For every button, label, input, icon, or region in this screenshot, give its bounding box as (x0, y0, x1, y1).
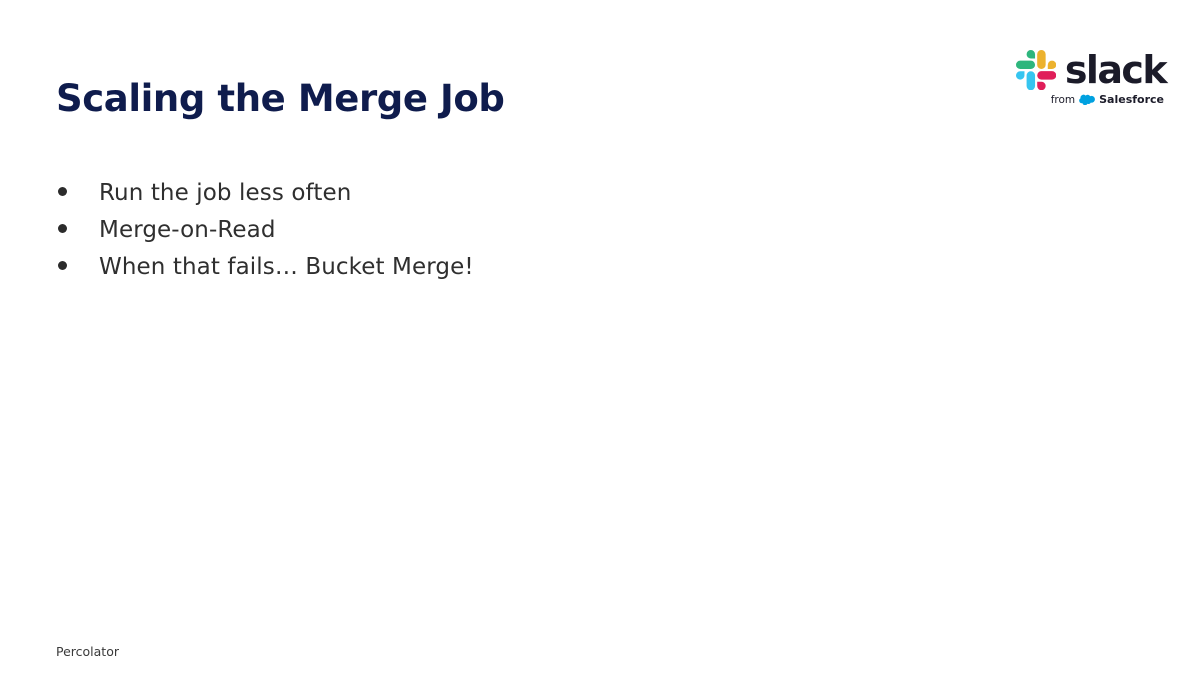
list-item (58, 180, 758, 206)
salesforce-wordmark: Salesforce (1099, 93, 1164, 106)
brand-from-label: from (1050, 93, 1076, 106)
bullet-dot-icon (58, 261, 67, 270)
page-title: Scaling the Merge Job (56, 76, 505, 120)
bullet-text: When that fails… Bucket Merge! (99, 254, 474, 280)
salesforce-cloud-icon (1079, 94, 1095, 105)
brand-row (1016, 50, 1166, 90)
list-item (58, 254, 758, 280)
bullet-text: Run the job less often (99, 180, 352, 206)
bullet-dot-icon (58, 224, 67, 233)
bullet-dot-icon (58, 187, 67, 196)
brand-subline (1051, 93, 1164, 106)
slack-hash-icon (1016, 50, 1056, 90)
bullet-text: Merge-on-Read (99, 217, 276, 243)
slack-logo (1016, 50, 1166, 106)
slide-footer-label: Percolator (56, 644, 119, 659)
list-item (58, 217, 758, 243)
slack-wordmark: slack (1064, 48, 1166, 92)
bullet-list (58, 180, 758, 291)
